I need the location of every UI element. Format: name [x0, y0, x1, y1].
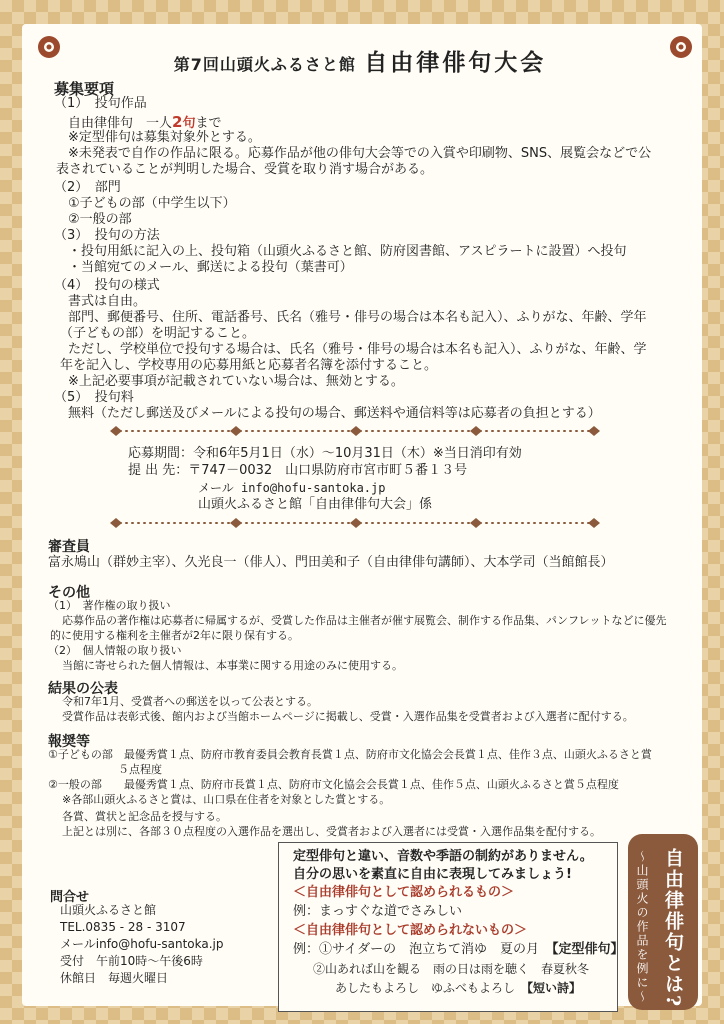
s4-line4: ただし、学校単位で投句する場合は、氏名（雅号・俳号の場合は本名も記入）、ふりがな、年齢、学: [68, 342, 647, 357]
section-heading-judges: 審査員: [48, 539, 90, 555]
s4-line2: 部門、郵便番号、住所、電話番号、氏名（雅号・俳号の場合は本名も記入）、ふりがな、年齢、学年: [68, 310, 647, 325]
s5-line1: 無料（ただし郵送及びメールによる投句の場合、郵送料や通信料等は応募者の負担とする）: [68, 406, 601, 421]
title-prefix: 第7回山頭火ふるさと館: [173, 55, 356, 74]
section-heading-other: その他: [48, 585, 90, 601]
freeverse-label-sub: ～山頭火の作品を例に～: [635, 850, 649, 1004]
freeverse-l6: 例：①サイダーの 泡立ちて消ゆ 夏の月 【定型俳句】: [293, 942, 624, 957]
freeverse-l4: 例：まっすぐな道でさみしい: [293, 904, 463, 919]
s5-heading: （5） 投句料: [54, 390, 134, 405]
other-l4: （2） 個人情報の取り扱い: [48, 644, 182, 657]
ornamental-divider: [110, 425, 600, 437]
contact-tel: TEL.0835 - 28 - 3107: [60, 920, 186, 934]
section-heading-results: 結果の公表: [48, 681, 118, 697]
s4-line3: （子どもの部）を明記すること。: [60, 326, 256, 341]
contact-closed: 休館日 毎週火曜日: [60, 971, 169, 985]
judges-list: 富永鳩山（群妙主宰）、久光良一（俳人）、門田美和子（自由律俳句講師）、大本学司（当館館長）: [48, 555, 614, 570]
s2-line1: ①子どもの部（中学生以下）: [68, 196, 236, 211]
awards-l4: ※各部山頭火ふるさと賞は、山口県在住者を対象とした賞とする。: [62, 793, 391, 806]
submit-email: メール info@hofu-santoka.jp: [198, 481, 386, 495]
awards-l6: 上記とは別に、各部３０点程度の入選作品を選出し、受賞者および入選者には受賞・入選作品集を配付する。: [62, 825, 601, 838]
freeverse-label-main: 自由律俳句とは?: [662, 848, 684, 1009]
title-main: 自由律俳句大会: [364, 50, 547, 76]
freeverse-l5: ＜自由律俳句として認められないもの＞: [293, 923, 528, 938]
contact-heading: 問合せ: [50, 890, 90, 905]
freeverse-l3: ＜自由律俳句として認められるもの＞: [293, 885, 515, 900]
awards-l1: ①子どもの部 最優秀賞１点、防府市教育委員会教育長賞１点、防府市文化協会会長賞１点、佳作３点、山頭火ふるさと賞: [48, 748, 652, 761]
freeverse-l2: 自分の思いを素直に自由に表現してみましょう!: [293, 867, 572, 882]
contact-hours: 受付 午前10時～午後6時: [60, 954, 203, 968]
awards-l2: ５点程度: [118, 763, 162, 776]
freeverse-l7: ②山あれば山を観る 雨の日は雨を聴く 春夏秋冬: [313, 962, 590, 976]
s1-heading: （1） 投句作品: [54, 96, 147, 111]
results-l2: 受賞作品は表彰式後、館内および当館ホームページに掲載し、受賞・入選作品集を受賞者および入選者に配付する。: [62, 710, 634, 723]
submit-address: 提 出 先：〒747－0032 山口県防府市宮市町５番１３号: [128, 463, 468, 478]
freeverse-l8: あしたもよろし ゆふべもよろし 【短い詩】: [335, 981, 582, 995]
results-l1: 令和7年1月、受賞者への郵送を以って公表とする。: [62, 695, 318, 708]
section-heading-boshu: 募集要項: [54, 80, 115, 98]
flower-ornament-icon: [36, 34, 62, 60]
s1-line3: ※未発表で自作の作品に限る。応募作品が他の俳句大会等での入賞や印刷物、SNS、展覧会などで公: [68, 146, 652, 161]
s2-line2: ②一般の部: [68, 212, 132, 227]
s1-line2: ※定型俳句は募集対象外とする。: [68, 130, 261, 145]
s3-line2: ・当館宛てのメール、郵送による投句（葉書可）: [68, 260, 353, 275]
s1-line4: 表されていることが判明した場合、受賞を取り消す場合がある。: [56, 162, 434, 177]
submit-recipient: 山頭火ふるさと館「自由律俳句大会」係: [198, 497, 433, 512]
poster-title: [120, 44, 600, 77]
s1-line1: 自由律俳句 一人2句まで: [68, 113, 222, 131]
s2-heading: （2） 部門: [54, 180, 121, 195]
s4-line6: ※上記必要事項が記載されていない場合は、無効とする。: [68, 374, 404, 389]
s3-heading: （3） 投句の方法: [54, 228, 160, 243]
contact-name: 山頭火ふるさと館: [60, 903, 157, 917]
freeverse-label: [628, 834, 698, 1010]
other-l3: 的に使用する権利を主催者が2年に限り保有する。: [50, 629, 299, 642]
other-l1: （1） 著作権の取り扱い: [48, 599, 171, 612]
section-heading-awards: 報奨等: [48, 734, 90, 750]
s4-heading: （4） 投句の様式: [54, 278, 160, 293]
awards-l5: 各賞、賞状と記念品を授与する。: [62, 810, 227, 823]
contact-email: メールinfo@hofu-santoka.jp: [60, 937, 224, 951]
freeverse-box: [278, 842, 624, 1012]
other-l5: 当館に寄せられた個人情報は、本事業に関する用途のみに使用する。: [62, 659, 403, 672]
ornamental-divider: [110, 517, 600, 529]
other-l2: 応募作品の著作権は応募者に帰属するが、受賞した作品は主催者が催す展覧会、制作する作品集、パンフレットなどに優先: [62, 614, 667, 627]
awards-l3: ②一般の部 最優秀賞１点、防府市長賞１点、防府市文化協会会長賞１点、佳作５点、山頭火ふるさと賞５点程度: [48, 778, 619, 791]
freeverse-l1: 定型俳句と違い、音数や季語の制約がありません。: [293, 849, 593, 864]
s3-line1: ・投句用紙に記入の上、投句箱（山頭火ふるさと館、防府図書館、アスピラートに設置）へ投句: [68, 244, 627, 259]
flower-ornament-icon: [668, 34, 694, 60]
s4-line1: 書式は自由。: [68, 294, 147, 309]
s4-line5: 年を記入し、学校専用の応募用紙と応募者名簿を添付すること。: [60, 358, 438, 373]
period-line: 応募期間：令和6年5月1日（水）～10月31日（木）※当日消印有効: [128, 446, 522, 461]
